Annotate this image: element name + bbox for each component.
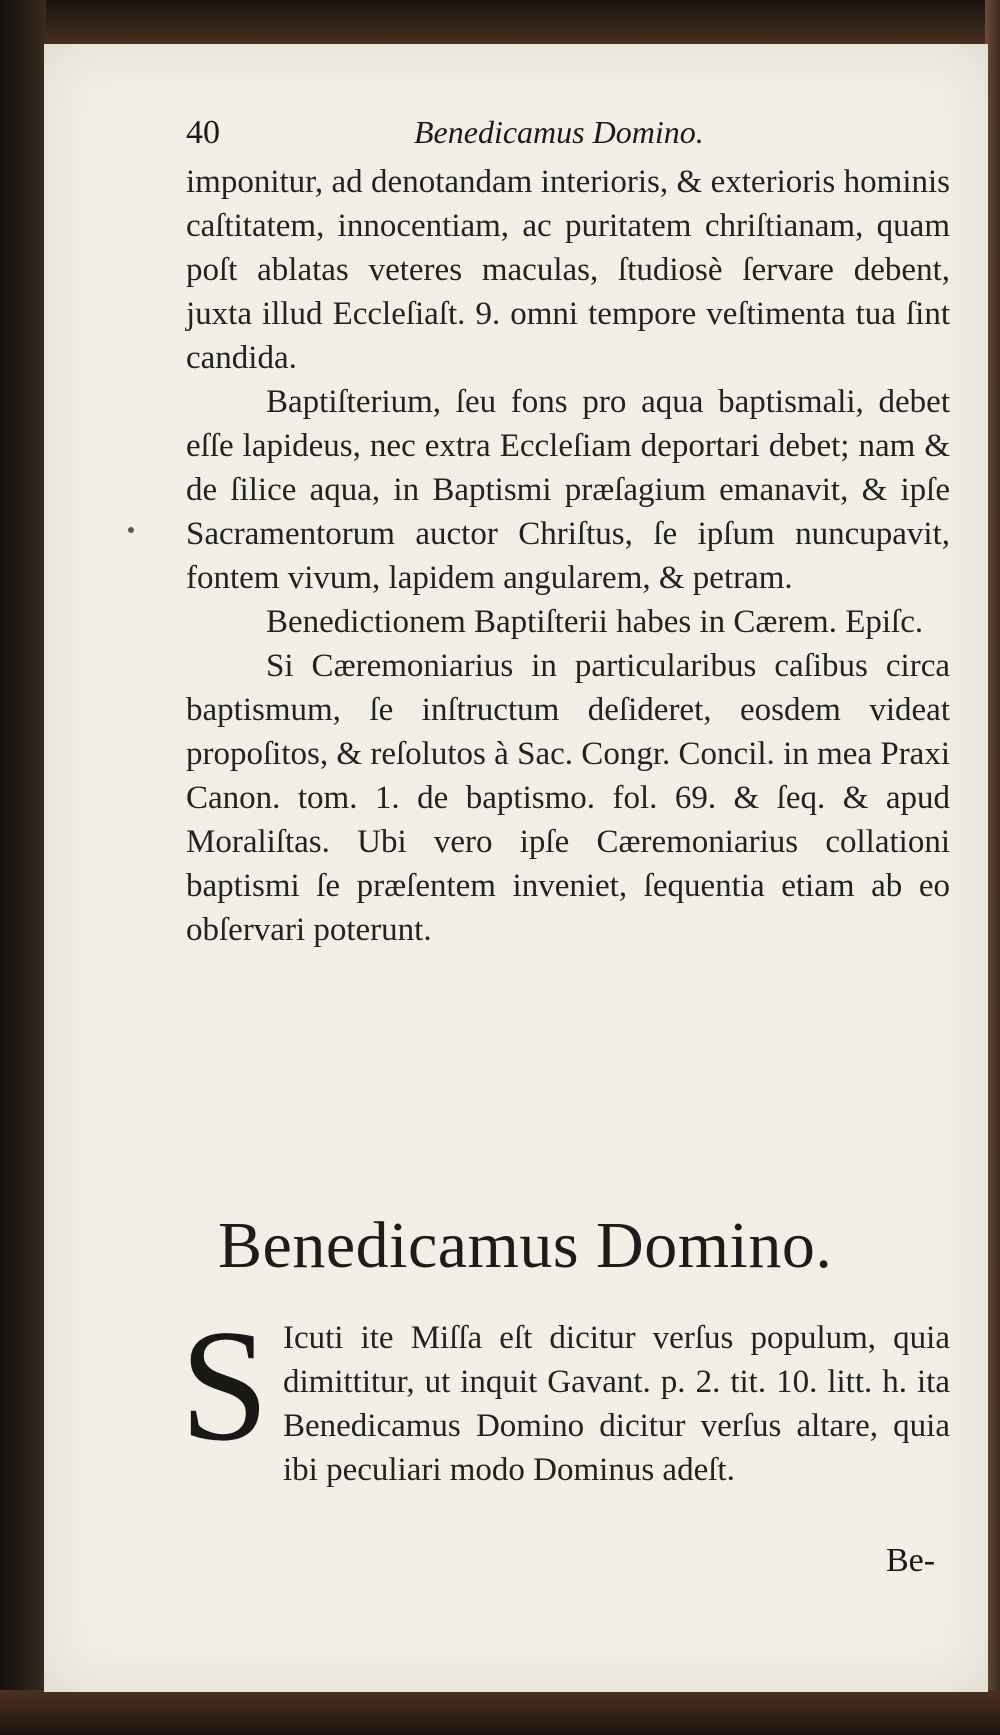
paragraph: Benedictionem Baptiſterii habes in Cærem. Epiſc. [266,604,924,640]
book-binding-left [0,0,46,1735]
final-paragraph [180,1296,950,1492]
drop-cap: S [180,1296,269,1474]
paragraph: imponitur, ad denotandam interioris, & exterioris hominis caſtitatem, innocentiam, ac puritatem chriſtianam, quam poſt ablatas veteres maculas, ſtudiosè ſervare debent, juxta illud Eccleſiaſt. 9. omni tempore veſtimenta tua ſint candida. [186,164,950,376]
section-heading: Benedicamus Domino. [218,1209,833,1282]
paragraph: Si Cæremoniarius in particularibus caſibus circa baptismum, ſe inſtructum deſideret, eosdem videat propoſitos, & reſolutos à Sac. Congr. Concil. in mea Praxi Canon. tom. 1. de baptismo. fol. 69. & ſeq. & apud Moraliſtas. Ubi vero ipſe Cæremoniarius collationi baptismi ſe præſentem inveniet, ſequentia etiam ab eo obſervari poterunt. [186,648,950,948]
ink-mark [128,527,134,533]
body-text [186,160,950,952]
paragraph: Baptiſterium, ſeu fons pro aqua baptismali, debet eſſe lapideus, nec extra Eccleſiam deportari debet; nam & de ſilice aqua, in Baptismi præſagium emanavit, & ipſe Sacramentorum auctor Chriſtus, ſe ipſum nuncupavit, fontem vivum, lapidem angularem, & petram. [186,384,950,596]
page-header [186,114,826,160]
book-binding-bottom [0,1690,1000,1735]
running-head: Benedicamus Domino. [414,114,704,150]
page-number: 40 [186,114,220,151]
book-binding-top [0,0,1000,46]
catchword: Be- [886,1542,936,1579]
final-paragraph-text: Icuti ite Miſſa eſt dicitur verſus populum, quia dimittitur, ut inquit Gavant. p. 2. tit. 10. litt. h. ita Benedicamus Domino dicitur verſus altare, quia ibi peculiari modo Dominus adeſt. [282,1320,950,1488]
